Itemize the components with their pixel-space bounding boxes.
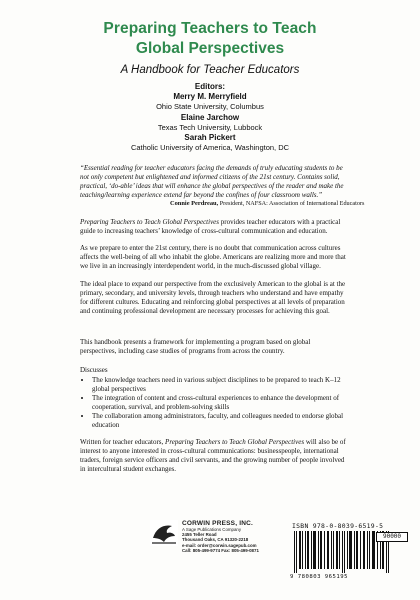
paragraph-intro [80, 218, 348, 236]
publisher-company: A Sage Publications Company [182, 527, 242, 532]
paragraph-audience-text: will also be of interest to anyone interested in cross-cultural communications: businesspeople, international traders, foreign service officers and civil servants, and the growing number of people involved in intercultural student exchanges. [80, 438, 346, 473]
paragraph-context: As we prepare to enter the 21st century, there is no doubt that communication across cultures affects the well-being of all who inhabit the globe. Americans are realizing more and more that we live in an increasingly interdependent world, in the much-discussed global village. [80, 244, 346, 270]
editor-name: Merry M. Merryfield [173, 92, 247, 102]
paragraph-ideal: The ideal place to expand our perspective from the exclusively American to the global is at the primary, secondary, and university levels, through teachers who understand and have empathy for different cultures. Educating and reinforcing global perspectives at all levels of preparation and continuing professional development are necessary processes for achieving this goal. [80, 280, 346, 315]
corwin-logo-icon [150, 520, 178, 546]
discusses-heading: Discusses [80, 366, 108, 374]
title-line-2: Global Perspectives [135, 40, 285, 57]
book-title-italic: Preparing Teachers to Teach Global Perspectives [165, 438, 305, 446]
endorsement-attribution [170, 200, 364, 207]
publisher-street: 2455 Teller Road [182, 532, 217, 538]
discusses-list [80, 376, 354, 430]
endorsement-author-role: President, NAFSA: Association of International Educators [218, 200, 365, 207]
editors-block [0, 82, 420, 153]
editor-affiliation: Ohio State University, Columbus [156, 102, 264, 112]
editors-label: Editors: [194, 82, 226, 91]
publisher-email: e-mail: order@corwin.sagepub.com [182, 542, 257, 548]
publisher-phone: Call: 805-499-9774 Fax: 805-499-0871 [182, 547, 259, 553]
endorsement-quote: “Essential reading for teacher educators facing the demands of truly educating students to be not only competent but enlightened and informed citizens of the 21st century. Contains solid, practical, ‘do-able’ ideas that will enhance the global perspectives of the reader and make the teaching/learning experience extend far beyond the confines of four classroom walls.” [80, 164, 344, 199]
editor-affiliation: Catholic University of America, Washington, DC [130, 143, 290, 153]
paragraph-audience-lead: Written for teacher educators, [80, 438, 166, 446]
publisher-name: CORWIN PRESS, INC. [182, 520, 254, 527]
paragraph-framework: This handbook presents a framework for implementing a program based on global perspectives, including case studies of programs from across the country. [80, 338, 311, 355]
ean-number: 9 780803 965195 [290, 574, 349, 580]
paragraph-intro-text: provides teacher educators with a practical guide to increasing teachers’ knowledge of cross-cultural communication and education. [80, 218, 341, 235]
isbn-label: ISBN 978-0-8039-6519-5 [292, 522, 384, 530]
editor-affiliation: Texas Tech University, Lubbock [157, 122, 263, 132]
list-item: • The collaboration among administrators, faculty, and colleagues needed to endorse global education [92, 412, 354, 430]
subtitle: A Handbook for Teacher Educators [120, 64, 300, 76]
publisher-city: Thousand Oaks, CA 91320-2218 [182, 537, 249, 543]
editor-name: Sarah Pickert [184, 133, 236, 143]
paragraph-audience [80, 438, 348, 474]
book-title-italic: Preparing Teachers to Teach Global Perspectives [80, 218, 220, 226]
price-code: 90000 [376, 532, 408, 542]
editor-name: Elaine Jarchow [180, 112, 240, 122]
list-item: • The integration of content and cross-cultural experiences to enhance the development of cooperation, survival, and problem-solving skills [92, 394, 354, 412]
title-line-1: Preparing Teachers to Teach [103, 20, 317, 37]
endorsement-author: Connie Perdreau, [170, 200, 219, 207]
list-item: • The knowledge teachers need in various subject disciplines to be prepared to teach K–12 global perspectives [92, 376, 354, 394]
publisher-info [182, 520, 272, 553]
